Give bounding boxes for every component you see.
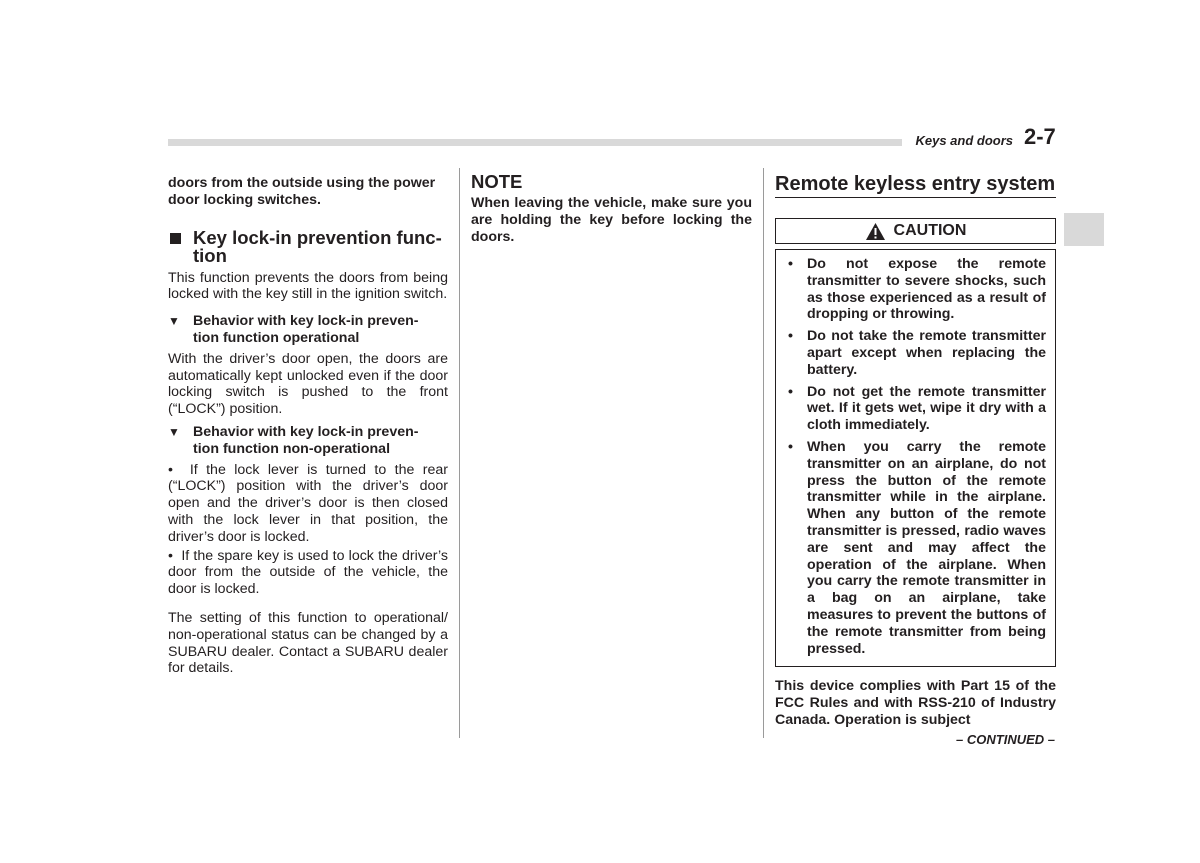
bullet-text: If the spare key is used to lock the driver’s door from the outside of the vehicle, the door is locked. [168, 547, 448, 598]
column-middle [471, 171, 752, 245]
warning-triangle-icon [865, 222, 886, 241]
heading-paragraph: This function prevents the doors from being locked with the key still in the ignition switch. [168, 269, 448, 303]
subheading-line: tion function operational [193, 329, 360, 346]
bullet-item [168, 462, 448, 546]
subheading-operational [168, 313, 448, 347]
triangle-down-icon: ▼ [168, 424, 180, 439]
heading-text [193, 226, 442, 266]
heading-line: tion [193, 244, 227, 266]
subheading-text [193, 424, 419, 458]
bullet-dot-icon: • [788, 328, 793, 345]
subheading-line: tion function non-operational [193, 440, 391, 457]
note-text: When leaving the vehicle, make sure you are holding the key before locking the doors. [471, 195, 752, 245]
caution-item [785, 384, 1046, 434]
subheading-text [193, 313, 419, 347]
page-number: 2-7 [1024, 124, 1056, 149]
section-heading [168, 226, 448, 266]
subheading-line: Behavior with key lock-in preven- [193, 313, 419, 330]
bullet-dot-icon: • [168, 461, 190, 478]
header-rule [168, 139, 902, 146]
bullet-text: If the lock lever is turned to the rear (“LOCK”) position with the driver’s door open and the driver’s door is then closed with the lock lever in that position, the driver’s door is locked. [168, 461, 448, 545]
caution-item [785, 439, 1046, 657]
bullet-dot-icon: • [788, 383, 793, 400]
fcc-paragraph: This device complies with Part 15 of the FCC Rules and with RSS-210 of Industry Canada. Operation is subject [775, 678, 1056, 728]
bullet-dot-icon: • [788, 256, 793, 272]
caution-body [775, 249, 1056, 667]
operational-paragraph: With the driver’s door open, the doors are automatically kept unlocked even if the door locking switch is pushed to the front (“LOCK”) position. [168, 350, 448, 418]
column-right [775, 175, 1056, 729]
subheading-non-operational [168, 424, 448, 458]
caution-item-text: Do not get the remote transmitter wet. If it gets wet, wipe it dry with a cloth immediately. [807, 383, 1046, 434]
intro-text: doors from the outside using the power door locking switches. [168, 175, 436, 208]
closing-paragraph: The setting of this function to operational/ non-operational status can be changed by a SUBARU dealer. Contact a SUBARU dealer for details. [168, 609, 448, 677]
caution-item-text: Do not expose the remote transmitter to severe shocks, such as those experienced as a result of dropping or throwing. [807, 256, 1046, 323]
subheading-line: Behavior with key lock-in preven- [193, 423, 419, 440]
column-divider [459, 168, 460, 738]
caution-header [775, 218, 1056, 244]
continued-label: – CONTINUED – [956, 732, 1055, 747]
bullet-dot-icon: • [788, 438, 793, 455]
column-divider [763, 168, 764, 738]
caution-label: CAUTION [893, 221, 967, 239]
caution-item [785, 328, 1046, 378]
heading-line: Key lock-in prevention func- [193, 226, 442, 248]
caution-item-text: Do not take the remote transmitter apart except when replacing the battery. [807, 328, 1046, 378]
chapter-thumb-tab [1064, 213, 1104, 246]
section-title: Keys and doors [915, 133, 1013, 148]
remote-keyless-title: Remote keyless entry system [775, 173, 1056, 198]
bullet-item [168, 548, 448, 598]
triangle-down-icon: ▼ [168, 314, 180, 329]
caution-item-text: When you carry the remote transmitter on an airplane, do not press the button of the remote transmitter while in the airplane. When any button of the remote transmitter is pressed, radio waves are sent and may affect the operation of the airplane. When you carry the remote transmitter in a bag on an airplane, take measures to prevent the buttons of the remote transmitter from being pressed. [807, 438, 1046, 657]
column-left [168, 175, 448, 677]
square-bullet-icon [170, 233, 181, 244]
note-title: NOTE [471, 171, 523, 192]
bullet-dot-icon: • [168, 547, 182, 564]
caution-item [785, 256, 1046, 323]
